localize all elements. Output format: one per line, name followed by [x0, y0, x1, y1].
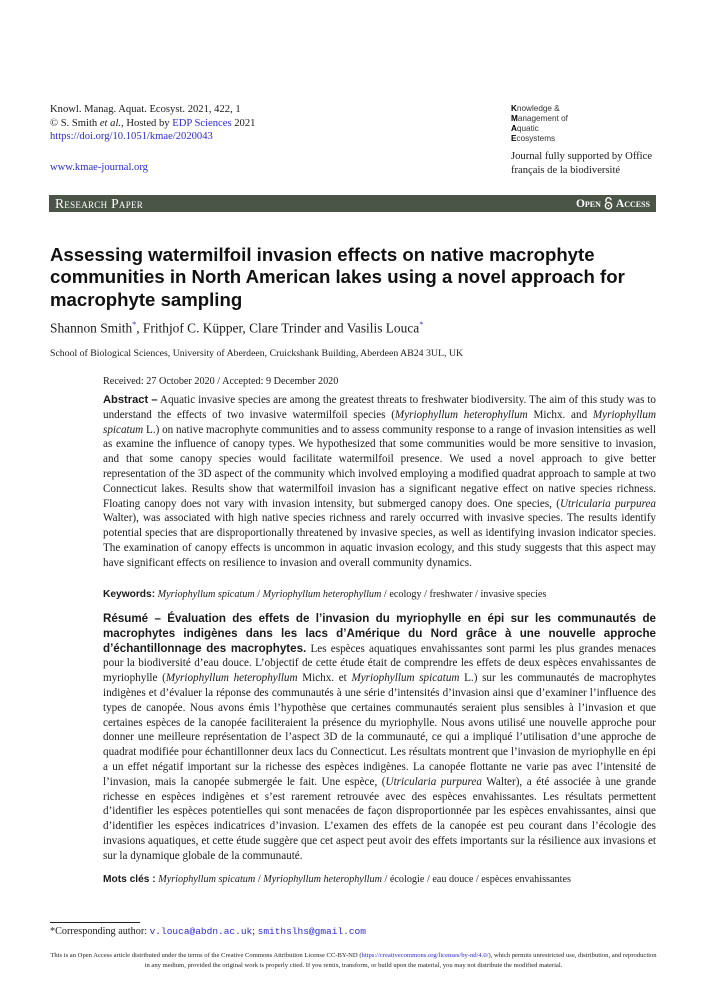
- journal-logo-block: [511, 104, 652, 177]
- corresponding-author-mark[interactable]: *: [419, 320, 424, 329]
- resume: Résumé – Évaluation des effets de l’invasion du myriophylle en épi sur les communautés de macrophytes indigènes dans les lacs d’Amérique du Nord grâce à une nouvelle approche d’échantillonnage des macrophytes. Les espèces aquatiques envahissantes sont parmi les plus grandes menaces pour la biodiversité d’eau douce. L’objectif de cette étude était de comprendre les effets de deux espèces envahissantes de myriophylle (Myriophyllum heterophyllum Michx. et Myriophyllum spicatum L.) sur les communautés de macrophytes indigènes et d’évaluer la réponse des communautés à une série d’intensités d’invasion ainsi que d’examiner l’influence des types de canopée. Nous avons émis l’hypothèse que certaines communautés seraient plus sensibles à l’invasion et que certaines espèces de la canopée faciliteraient la présence du myriophylle. Nous avons utilisé une nouvelle approche pour donner une meilleure représentation de l’aspect 3D de la communauté, ce qui a impliqué l’utilisation d’une approche de quadrat modifiée pour échantillonner deux lacs du Connecticut. Les résultats montrent que l’invasion de myriophylle en épi a un effet négatif important sur la richesse des espèces indigènes. La canopée flottante ne varie pas avec l’intensité de l’invasion, mais la canopée submergée le fait. Une espèce, (Utricularia purpurea Walter), a été associée à une grande richesse en espèces indigènes et s’est rarement retrouvée avec des espèces envahissantes. Les résultats permettent d’identifier les espèces potentielles qui sont menacées de façon disproportionnée par les espèces envahissantes, ainsi que d’identifier les espèces indicatrices d’invasion. L’examen des effets de la canopée est peu courant dans l’écologie des invasions aquatiques, et cette étude suggère que cet aspect peut avoir des effets importants sur la résilience aux invasions et sur la dynamique globale de la communauté.: [103, 612, 657, 862]
- abstract: Abstract – Aquatic invasive species are among the greatest threats to freshwater biodiversity. The aim of this study was to understand the effects of two invasive watermilfoil species (Myriophyllum heterophyllum Michx. and Myriophyllum spicatum L.) on native macrophyte communities and to assess community response to a range of invasion intensities as well as examine the influence of canopy types. We hypothesized that some communities would be more sensitive to invasion, and that some canopy species would facilitate watermilfoil presence. We used a novel approach to give better representation of the 3D aspect of the community which involved employing a modified quadrat approach to sample at two Connecticut lakes. Results show that watermilfoil invasion has a significant negative effect on native species richness. Floating canopy does not vary with invasion intensity, but submerged canopy does. One species, (Utricularia purpurea Walter), was associated with high native species richness and rarely occurred with invasive species. The results identify potential species that are disproportionally threatened by invasive species, as well as identifying invasion indicator species. The examination of canopy effects is uncommon in aquatic invasion ecology, and this study suggests that this aspect may have significant effects on resilience to invasion and overall community dynamics.: [103, 394, 657, 569]
- open-access-lock-icon: [604, 197, 613, 210]
- article-type-banner: [49, 195, 656, 212]
- affiliation: School of Biological Sciences, University of Aberdeen, Cruickshank Building, Aberdeen AB24 3UL, UK: [50, 348, 464, 359]
- website-link[interactable]: www.kmae-journal.org: [50, 161, 148, 173]
- article-type: Research Paper: [55, 195, 144, 211]
- license-notice: This is an Open Access article distributed under the terms of the Creative Commons Attribution License CC-BY-ND (https://creativecommons.org/licenses/by-nd/4.0/), which permits unrestricted use, distribution, and reproduction in any medium, provided the original work is properly cited. If you remix, transform, or build upon the material, you may not distribute the modified material.: [50, 952, 657, 969]
- open-access-badge: Open Access: [575, 197, 650, 210]
- keywords: Keywords: Myriophyllum spicatum / Myriophyllum heterophyllum / ecology / freshwater / invasive species: [103, 589, 547, 600]
- journal-support: Journal fully supported by Office français de la biodiversité: [511, 151, 653, 176]
- license-link[interactable]: https://creativecommons.org/licenses/by-nd/4.0/: [361, 952, 489, 959]
- resume-title: Résumé – Évaluation des effets de l’invasion du myriophylle en épi sur les communautés de macrophytes indigènes dans les lacs d’Amérique du Nord grâce à une nouvelle approche d’échantillonnage des macrophytes.: [103, 612, 656, 655]
- article-title: Assessing watermilfoil invasion effects on native macrophyte communities in North American lakes using a novel approach for macrophyte sampling: [50, 244, 625, 310]
- footnote-divider: [50, 922, 140, 923]
- keywords-label: Keywords:: [103, 589, 156, 600]
- received-accepted-dates: Received: 27 October 2020 / Accepted: 9 December 2020: [103, 376, 339, 387]
- email-link[interactable]: smithslhs@gmail.com: [257, 926, 366, 937]
- abstract-label: Abstract –: [103, 394, 158, 406]
- journal-logo: Knowledge & Management of Aquatic Ecosystems: [511, 104, 568, 143]
- corresponding-author-mark[interactable]: *: [132, 320, 137, 329]
- mots-cles: Mots clés : Myriophyllum spicatum / Myriophyllum heterophyllum / écologie / eau douce / espèces envahissantes: [103, 874, 571, 885]
- citation: Knowl. Manag. Aquat. Ecosyst. 2021, 422, 1: [50, 104, 241, 115]
- journal-header: [50, 103, 255, 174]
- copyright: © S. Smith et al., Hosted by EDP Sciences 2021: [50, 117, 256, 129]
- publisher-link[interactable]: EDP Sciences: [172, 117, 232, 129]
- email-link[interactable]: v.louca@abdn.ac.uk: [149, 926, 253, 937]
- author-list: Shannon Smith*, Frithjof C. Küpper, Clare Trinder and Vasilis Louca*: [50, 320, 424, 336]
- mots-cles-label: Mots clés :: [103, 874, 156, 885]
- corresponding-author-footnote: *Corresponding author: v.louca@abdn.ac.uk; smithslhs@gmail.com: [50, 926, 366, 937]
- doi-link[interactable]: https://doi.org/10.1051/kmae/2020043: [50, 131, 213, 143]
